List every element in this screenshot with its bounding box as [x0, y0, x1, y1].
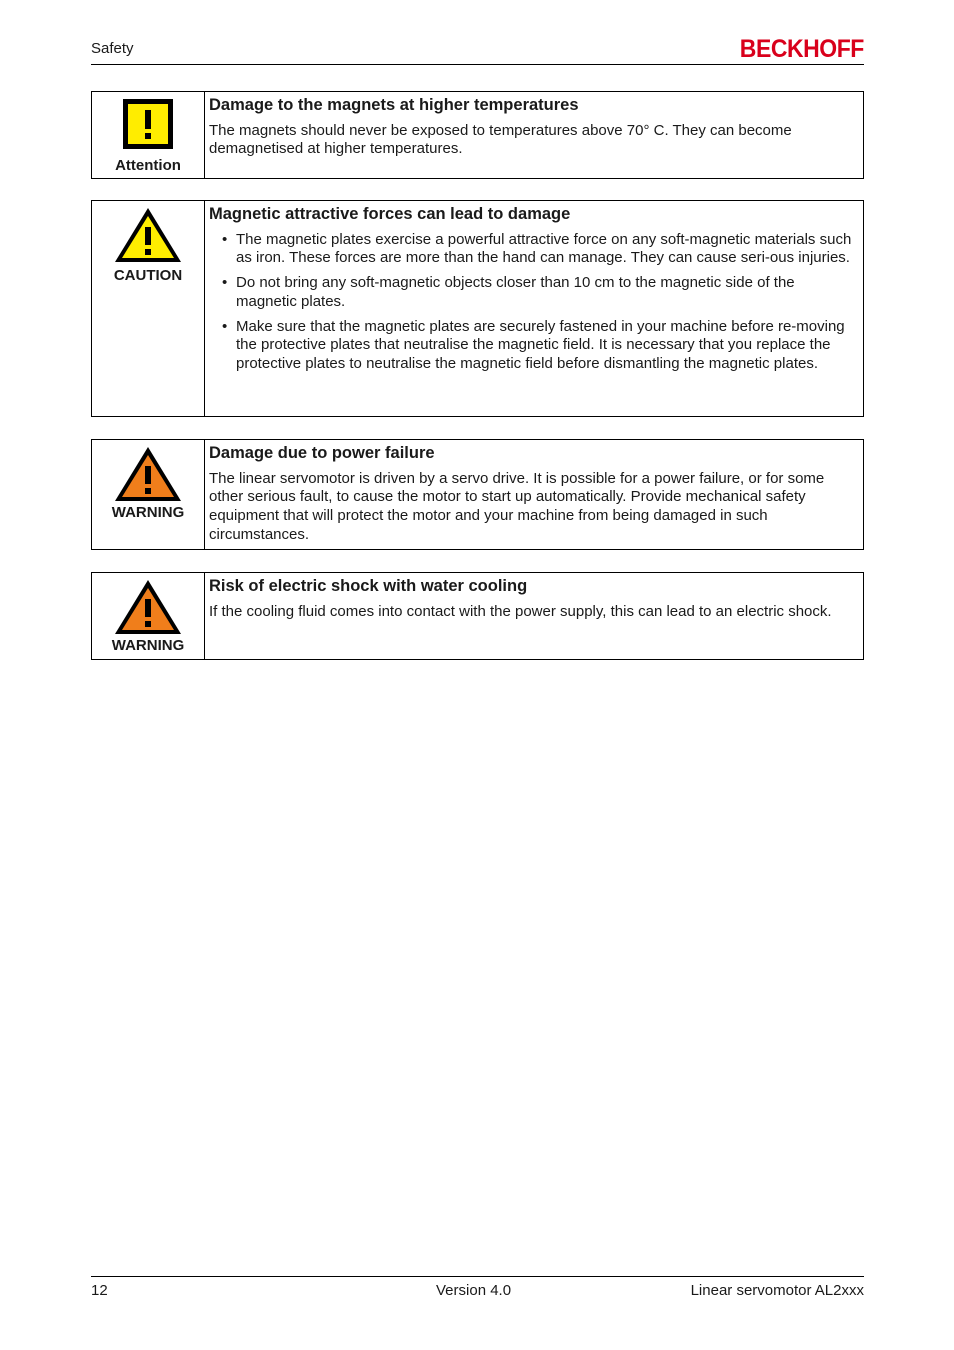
- list-item: • The magnetic plates exercise a powerful attractive force on any soft-magnetic materials such as iron. These forces are more than the hand can manage. They can cause seri-ous injuries.: [222, 230, 852, 267]
- notice-title: Magnetic attractive forces can lead to damage: [209, 205, 571, 223]
- notice-attention: [91, 91, 864, 179]
- notice-text: The linear servomotor is driven by a servo drive. It is possible for a power failure, or for some other serious fault, to cause the motor to start up automatically. Provide mechanical safety equipment that will protect the motor and your machine from being damaged in such circumstances.: [209, 469, 825, 543]
- notice-body: [205, 201, 863, 416]
- notice-text: The magnets should never be exposed to temperatures above 70° C. They can become demagnetised at higher temperatures.: [209, 121, 792, 158]
- signal-word: CAUTION: [113, 267, 183, 284]
- list-item: • Do not bring any soft-magnetic objects closer than 10 cm to the magnetic side of the magnetic plates.: [222, 274, 795, 310]
- page-number: 12: [91, 1282, 108, 1299]
- signal-word: WARNING: [111, 504, 185, 521]
- section-title: Safety: [91, 40, 134, 57]
- signal-word: WARNING: [111, 637, 185, 654]
- attention-square-icon: [121, 97, 175, 156]
- beckhoff-logo: BECKHOFF: [739, 35, 864, 63]
- product-name: Linear servomotor AL2xxx: [690, 1282, 864, 1299]
- notice-body: [205, 573, 863, 659]
- notice-sign: [92, 573, 205, 659]
- notice-caution: [91, 200, 864, 417]
- warning-triangle-icon: [113, 578, 183, 641]
- notice-body: [205, 440, 863, 549]
- notice-text: If the cooling fluid comes into contact with the power supply, this can lead to an electric shock.: [209, 602, 832, 620]
- notice-warning-power: [91, 439, 864, 550]
- notice-warning-shock: [91, 572, 864, 660]
- notice-sign: [92, 201, 205, 416]
- notice-sign: [92, 92, 205, 178]
- caution-triangle-icon: [113, 206, 183, 269]
- notice-title: Damage due to power failure: [209, 444, 435, 462]
- notice-title: Risk of electric shock with water cooling: [209, 577, 528, 595]
- warning-triangle-icon: [113, 445, 183, 508]
- list-item: • Make sure that the magnetic plates are securely fastened in your machine before re-moving the protective plates that neutralise the magnetic field. It is necessary that you replace the protective plates to neutralise the magnetic field before dismantling the magnetic plates.: [222, 317, 845, 372]
- notice-sign: [92, 440, 205, 549]
- document-version: Version 4.0: [436, 1282, 512, 1299]
- signal-word: Attention: [115, 157, 181, 174]
- notice-bullet-list: [209, 231, 857, 374]
- page-footer: [91, 1276, 864, 1299]
- notice-body: [205, 92, 863, 178]
- notice-title: Damage to the magnets at higher temperatures: [209, 96, 579, 114]
- page-header: [91, 35, 864, 65]
